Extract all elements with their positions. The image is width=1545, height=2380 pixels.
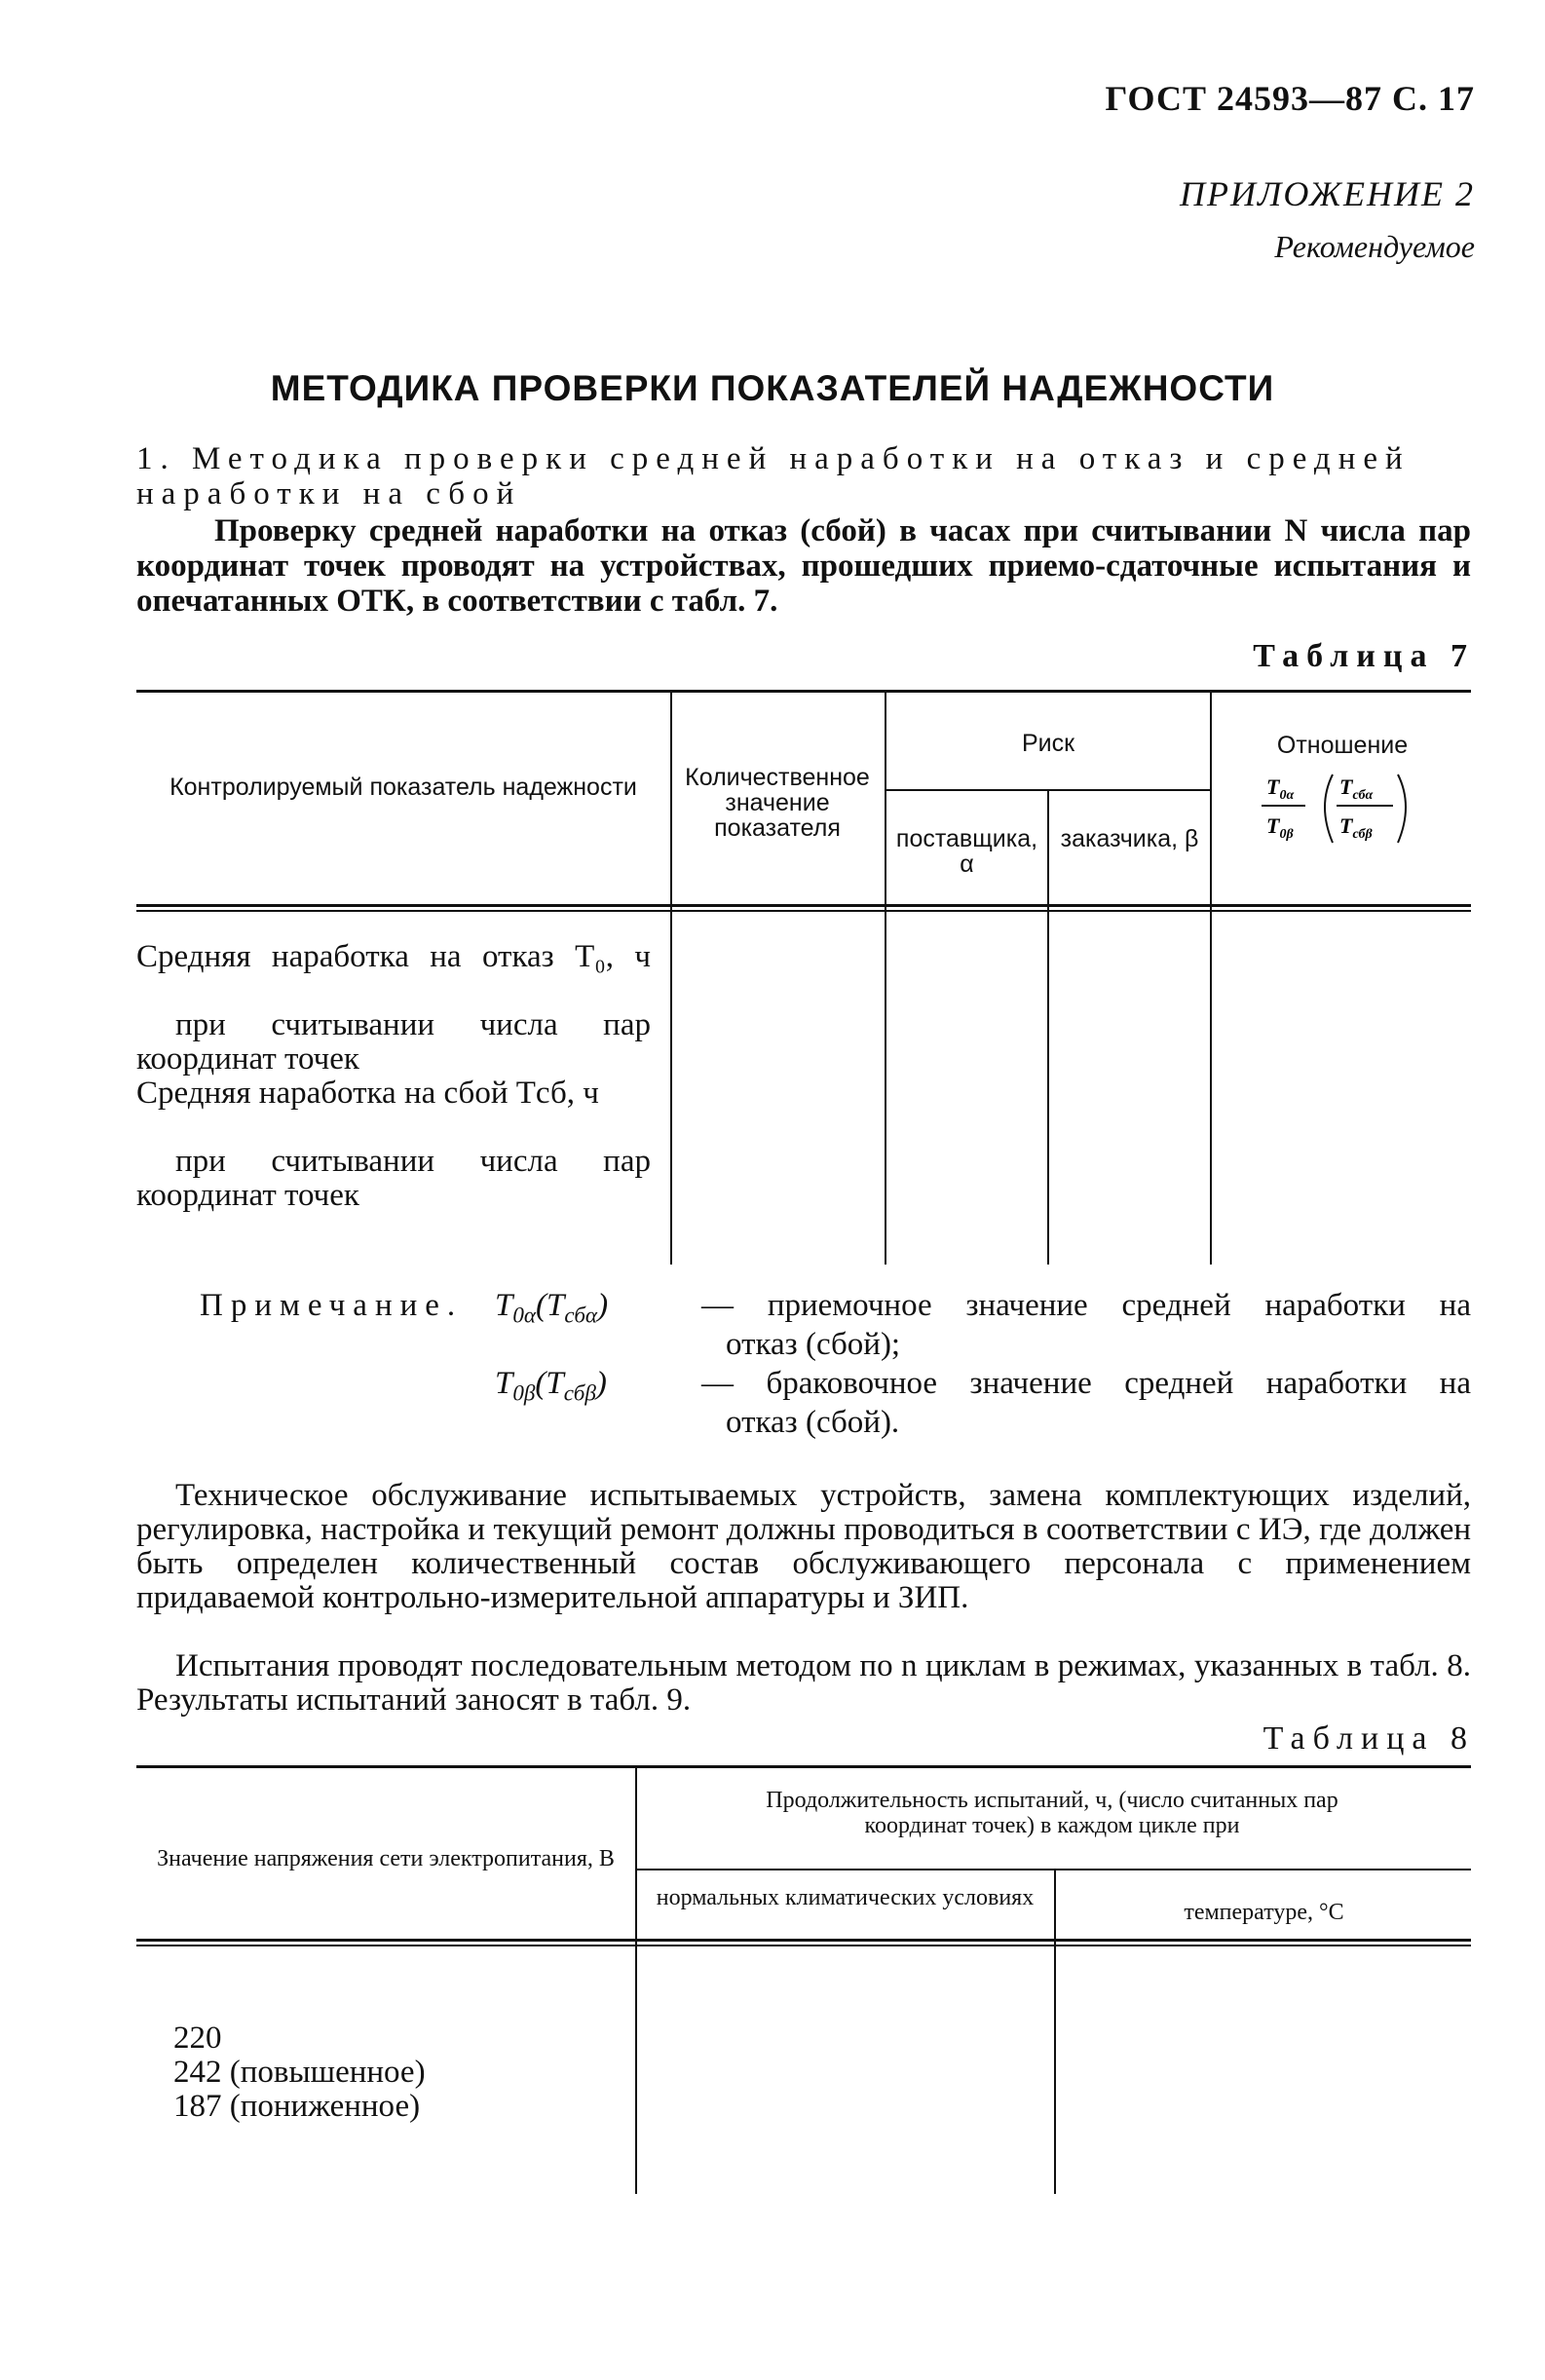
svg-text:Tсбβ: $T_{сб\beta}$	[1339, 813, 1373, 842]
table8-row-2: 242 (повышенное)	[173, 2055, 426, 2090]
note-line-1: — приемочное значение средней наработки на	[701, 1288, 1471, 1323]
paragraph-maintenance: Техническое обслуживание испытываемых устройств, замена комплектующих изделий, регулировка, настройка и текущий ремонт должны проводиться в соответствии с ИЭ, где должен быть определен количественный состав обслуживающего персонала с применением придаваемой контрольно-измерительной аппаратуры и ЗИП.	[136, 1478, 1471, 1615]
table7-row-1: Средняя наработка на отказ T₀, ч	[136, 939, 651, 974]
appendix-label: ПРИЛОЖЕНИЕ 2	[1180, 174, 1475, 213]
table8-header-temperature: температуре, °С	[1184, 1900, 1344, 1925]
section-heading-text: Методика проверки средней наработки на отказ и средней наработки на сбой	[136, 441, 1411, 511]
table8-header-duration: Продолжительность испытаний, ч, (число считанных пар координат точек) в каждом цикле при	[766, 1788, 1338, 1838]
table7-header-risk: Риск	[1021, 730, 1075, 757]
svg-text:T0β: $T_{0\beta}$	[1266, 813, 1294, 842]
page-title: МЕТОДИКА ПРОВЕРКИ ПОКАЗАТЕЛЕЙ НАДЕЖНОСТИ	[270, 368, 1275, 408]
table7-header-supplier: поставщика, α	[895, 825, 1038, 878]
note-line-1b: отказ (сбой);	[726, 1327, 901, 1362]
table7-header-ratio: Отношение	[1276, 732, 1409, 759]
table7-row-4: при считывании числа пар координат точек	[136, 1144, 651, 1213]
table8-header-voltage: Значение напряжения сети электропитания, В	[157, 1846, 615, 1871]
recommended-label: Рекомендуемое	[1274, 229, 1475, 264]
table7-caption: Таблица 7	[1253, 638, 1475, 674]
paragraph-tests: Испытания проводят последовательным методом по n циклам в режимах, указанных в табл. 8. Результаты испытаний заносят в табл. 9.	[136, 1648, 1471, 1718]
section-text: Проверку средней наработки на отказ (сбой) в часах при считывании N числа пар координат точек проводят на устройствах, прошедших приемо-сдаточные испытания и опечатанных ОТК, в соответствии с табл. 7.	[136, 513, 1471, 619]
table7-header-indicator: Контролируемый показатель надежности	[170, 774, 637, 801]
svg-text:Tсбα: $T_{сб\alpha}$	[1339, 774, 1374, 803]
svg-text:T0α: $T_{0\alpha}$	[1266, 774, 1295, 803]
table7-row-3: Средняя наработка на сбой Tсб, ч	[136, 1076, 599, 1111]
table8-row-1: 220	[173, 2021, 222, 2056]
ratio-formula	[1247, 765, 1442, 868]
note-label: Примечание.	[200, 1288, 464, 1323]
note-line-2b: отказ (сбой).	[726, 1405, 900, 1440]
table7-header-value: Количественное значение показателя	[685, 764, 870, 842]
table7-row-2: при считывании числа пар координат точек	[136, 1007, 651, 1077]
table7-header-customer: заказчика, β	[1060, 825, 1199, 852]
section-heading-number: 1.	[136, 441, 176, 476]
note-symbol-1: $T_{0\alpha}(T_{сб\alpha})$	[495, 1288, 609, 1328]
section-heading	[136, 441, 1471, 511]
ratio-formula-graphic	[1247, 765, 1442, 862]
note-symbol-2: $T_{0\beta}(T_{сб\beta})$	[495, 1366, 607, 1406]
table8-header-normal: нормальных климатических условиях	[656, 1885, 1035, 1910]
note-line-2: — браковочное значение средней наработки на	[701, 1366, 1471, 1401]
table8-row-3: 187 (пониженное)	[173, 2089, 421, 2124]
page-header-gost: ГОСТ 24593—87 С. 17	[1105, 79, 1475, 118]
table8-caption: Таблица 8	[1262, 1720, 1475, 1757]
